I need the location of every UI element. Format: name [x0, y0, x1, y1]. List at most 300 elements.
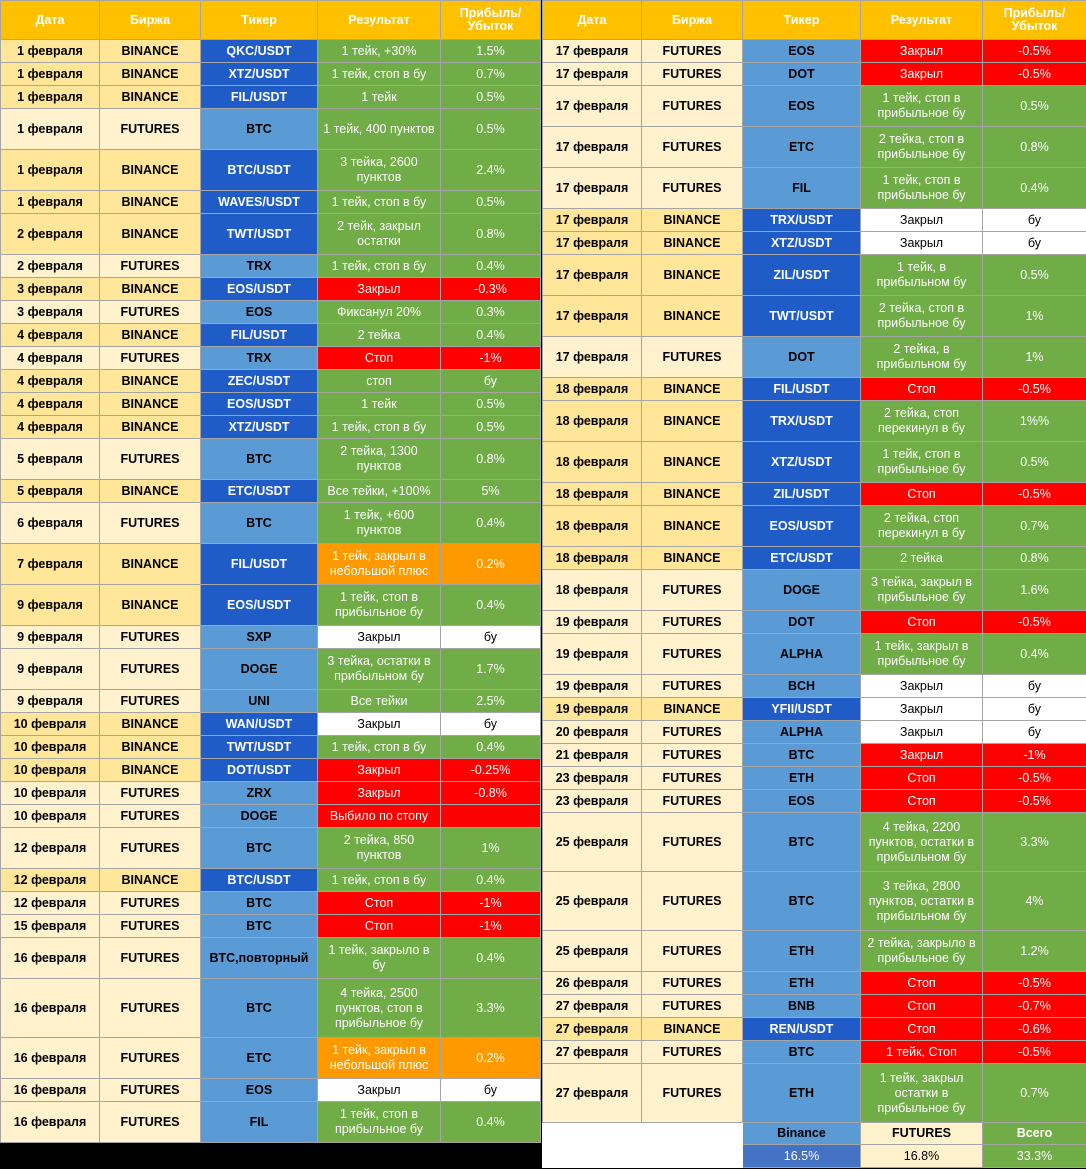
- profit-cell: 0.4%: [441, 503, 541, 544]
- profit-cell: бу: [983, 721, 1086, 744]
- result-cell: Стоп: [861, 972, 983, 995]
- table-row: [543, 721, 1086, 744]
- profit-cell: -0.5%: [983, 972, 1086, 995]
- date-cell: 2 февраля: [1, 255, 100, 278]
- table-row: [543, 790, 1086, 813]
- exchange-cell: FUTURES: [100, 649, 201, 690]
- exchange-cell: BINANCE: [642, 378, 743, 401]
- table-row: [543, 442, 1086, 483]
- date-cell: 4 февраля: [1, 370, 100, 393]
- ticker-cell: ETH: [743, 972, 861, 995]
- summary-futures-label: FUTURES: [861, 1123, 983, 1145]
- ticker-cell: FIL/USDT: [743, 378, 861, 401]
- ticker-cell: XTZ/USDT: [201, 63, 318, 86]
- result-cell: 1 тейк, стоп в бу: [318, 191, 441, 214]
- table-row: [1, 370, 541, 393]
- date-cell: 27 февраля: [543, 1041, 642, 1064]
- date-cell: 23 февраля: [543, 790, 642, 813]
- date-cell: 6 февраля: [1, 503, 100, 544]
- ticker-cell: EOS: [201, 301, 318, 324]
- table-row: [543, 972, 1086, 995]
- exchange-cell: FUTURES: [100, 690, 201, 713]
- result-cell: Фиксанул 20%: [318, 301, 441, 324]
- result-cell: 1 тейк, Стоп: [861, 1041, 983, 1064]
- date-cell: 18 февраля: [543, 483, 642, 506]
- table-row: [543, 401, 1086, 442]
- profit-cell: 0.4%: [441, 1102, 541, 1143]
- result-cell: Стоп: [318, 915, 441, 938]
- date-cell: 18 февраля: [543, 506, 642, 547]
- result-cell: 1 тейк, +600 пунктов: [318, 503, 441, 544]
- exchange-cell: BINANCE: [642, 1018, 743, 1041]
- exchange-cell: FUTURES: [100, 938, 201, 979]
- ticker-cell: XTZ/USDT: [743, 232, 861, 255]
- exchange-cell: FUTURES: [100, 805, 201, 828]
- table-row: [543, 296, 1086, 337]
- profit-cell: 0.5%: [441, 191, 541, 214]
- ticker-cell: BTC: [201, 979, 318, 1038]
- exchange-cell: FUTURES: [100, 439, 201, 480]
- ticker-cell: ETH: [743, 767, 861, 790]
- ticker-cell: TWT/USDT: [201, 214, 318, 255]
- date-cell: 25 февраля: [543, 872, 642, 931]
- summary-total-label: Всего: [983, 1123, 1086, 1145]
- exchange-cell: FUTURES: [642, 931, 743, 972]
- ticker-cell: TRX: [201, 255, 318, 278]
- date-cell: 27 февраля: [543, 995, 642, 1018]
- profit-cell: -1%: [441, 915, 541, 938]
- table-row: [1, 40, 541, 63]
- exchange-cell: FUTURES: [642, 168, 743, 209]
- ticker-cell: DOGE: [201, 649, 318, 690]
- exchange-cell: FUTURES: [100, 1102, 201, 1143]
- profit-cell: 0.5%: [441, 416, 541, 439]
- ticker-cell: EOS: [201, 1079, 318, 1102]
- result-cell: Стоп: [861, 767, 983, 790]
- result-cell: 2 тейка, в прибыльном бу: [861, 337, 983, 378]
- ticker-cell: FIL/USDT: [201, 86, 318, 109]
- ticker-cell: EOS/USDT: [201, 278, 318, 301]
- result-cell: Стоп: [861, 483, 983, 506]
- result-cell: Закрыл: [861, 232, 983, 255]
- header-result: Результат: [318, 1, 441, 40]
- ticker-cell: REN/USDT: [743, 1018, 861, 1041]
- date-cell: 17 февраля: [543, 168, 642, 209]
- exchange-cell: BINANCE: [642, 209, 743, 232]
- result-cell: 3 тейка, закрыл в прибыльное бу: [861, 570, 983, 611]
- profit-cell: 0.7%: [441, 63, 541, 86]
- profit-cell: 0.4%: [983, 168, 1086, 209]
- result-cell: 2 тейка, стоп перекинул в бу: [861, 506, 983, 547]
- date-cell: 17 февраля: [543, 209, 642, 232]
- ticker-cell: BCH: [743, 675, 861, 698]
- result-cell: Закрыл: [318, 626, 441, 649]
- exchange-cell: BINANCE: [642, 547, 743, 570]
- result-cell: 1 тейк, стоп в бу: [318, 869, 441, 892]
- exchange-cell: FUTURES: [642, 63, 743, 86]
- result-cell: 3 тейка, остатки в прибыльном бу: [318, 649, 441, 690]
- date-cell: 16 февраля: [1, 1079, 100, 1102]
- profit-cell: -1%: [441, 892, 541, 915]
- table-row: [543, 570, 1086, 611]
- date-cell: 17 февраля: [543, 296, 642, 337]
- table-row: [1, 626, 541, 649]
- table-row: [1, 892, 541, 915]
- ticker-cell: BTC: [743, 744, 861, 767]
- ticker-cell: TRX: [201, 347, 318, 370]
- ticker-cell: EOS/USDT: [201, 393, 318, 416]
- exchange-cell: BINANCE: [642, 442, 743, 483]
- summary-binance-value: 16.5%: [743, 1145, 861, 1168]
- exchange-cell: FUTURES: [642, 40, 743, 63]
- result-cell: 1 тейк, в прибыльном бу: [861, 255, 983, 296]
- table-row: [1, 255, 541, 278]
- ticker-cell: TRX/USDT: [743, 209, 861, 232]
- ticker-cell: SXP: [201, 626, 318, 649]
- exchange-cell: BINANCE: [100, 759, 201, 782]
- result-cell: 1 тейк, стоп в бу: [318, 63, 441, 86]
- table-row: [543, 872, 1086, 931]
- profit-cell: 1%%: [983, 401, 1086, 442]
- profit-cell: 0.5%: [983, 86, 1086, 127]
- date-cell: 17 февраля: [543, 40, 642, 63]
- result-cell: 1 тейк, стоп в бу: [318, 416, 441, 439]
- profit-cell: 0.4%: [441, 585, 541, 626]
- date-cell: 21 февраля: [543, 744, 642, 767]
- profit-cell: -0.8%: [441, 782, 541, 805]
- table-row: [543, 1018, 1086, 1041]
- table-row: [543, 506, 1086, 547]
- exchange-cell: FUTURES: [642, 86, 743, 127]
- result-cell: Закрыл: [861, 209, 983, 232]
- ticker-cell: BTC: [743, 813, 861, 872]
- date-cell: 2 февраля: [1, 214, 100, 255]
- header-ticker: Тикер: [743, 1, 861, 40]
- date-cell: 4 февраля: [1, 324, 100, 347]
- exchange-cell: BINANCE: [100, 544, 201, 585]
- table-row: [1, 150, 541, 191]
- date-cell: 3 февраля: [1, 278, 100, 301]
- summary-futures-value: 16.8%: [861, 1145, 983, 1168]
- table-row: [543, 931, 1086, 972]
- ticker-cell: EOS/USDT: [743, 506, 861, 547]
- exchange-cell: FUTURES: [642, 611, 743, 634]
- date-cell: 17 февраля: [543, 232, 642, 255]
- date-cell: 4 февраля: [1, 393, 100, 416]
- profit-cell: 0.5%: [983, 255, 1086, 296]
- profit-cell: -0.5%: [983, 63, 1086, 86]
- profit-cell: 0.2%: [441, 1038, 541, 1079]
- result-cell: Закрыл: [861, 63, 983, 86]
- profit-cell: 0.2%: [441, 544, 541, 585]
- table-row: [1, 480, 541, 503]
- table-row: [543, 232, 1086, 255]
- table-row: [543, 127, 1086, 168]
- exchange-cell: FUTURES: [642, 744, 743, 767]
- ticker-cell: DOT: [743, 611, 861, 634]
- summary-spacer: [543, 1145, 743, 1168]
- date-cell: 23 февраля: [543, 767, 642, 790]
- result-cell: Стоп: [318, 892, 441, 915]
- table-row: [543, 168, 1086, 209]
- date-cell: 1 февраля: [1, 191, 100, 214]
- profit-cell: бу: [983, 698, 1086, 721]
- exchange-cell: BINANCE: [642, 401, 743, 442]
- table-row: [1, 1079, 541, 1102]
- result-cell: 1 тейк, стоп в прибыльное бу: [318, 585, 441, 626]
- ticker-cell: TWT/USDT: [743, 296, 861, 337]
- result-cell: 1 тейк, закрыл в небольшой плюс: [318, 1038, 441, 1079]
- profit-cell: 1.2%: [983, 931, 1086, 972]
- table-row: [1, 86, 541, 109]
- date-cell: 17 февраля: [543, 63, 642, 86]
- date-cell: 18 февраля: [543, 570, 642, 611]
- profit-cell: -0.7%: [983, 995, 1086, 1018]
- exchange-cell: BINANCE: [100, 869, 201, 892]
- ticker-cell: ZIL/USDT: [743, 255, 861, 296]
- profit-cell: -0.5%: [983, 40, 1086, 63]
- ticker-cell: ALPHA: [743, 721, 861, 744]
- result-cell: 3 тейка, 2600 пунктов: [318, 150, 441, 191]
- ticker-cell: ETC/USDT: [743, 547, 861, 570]
- ticker-cell: DOGE: [743, 570, 861, 611]
- result-cell: 4 тейка, 2500 пунктов, стоп в прибыльное бу: [318, 979, 441, 1038]
- summary-total-value: 33.3%: [983, 1145, 1086, 1168]
- table-row: [1, 585, 541, 626]
- summary-spacer: [543, 1123, 743, 1145]
- result-cell: 2 тейк, закрыл остатки: [318, 214, 441, 255]
- left-trades-table: [0, 0, 541, 1143]
- profit-cell: 2.5%: [441, 690, 541, 713]
- result-cell: 2 тейка, 1300 пунктов: [318, 439, 441, 480]
- date-cell: 26 февраля: [543, 972, 642, 995]
- table-row: [1, 214, 541, 255]
- ticker-cell: FIL/USDT: [201, 324, 318, 347]
- date-cell: 25 февраля: [543, 813, 642, 872]
- result-cell: 1 тейк: [318, 86, 441, 109]
- table-row: [1, 416, 541, 439]
- result-cell: 2 тейка: [318, 324, 441, 347]
- summary-value-row: [543, 1145, 1086, 1168]
- header-exchange: Биржа: [642, 1, 743, 40]
- exchange-cell: BINANCE: [100, 40, 201, 63]
- table-row: [1, 759, 541, 782]
- profit-cell: -0.5%: [983, 1041, 1086, 1064]
- ticker-cell: EOS/USDT: [201, 585, 318, 626]
- result-cell: 1 тейк, закрыл в небольшой плюс: [318, 544, 441, 585]
- table-row: [1, 979, 541, 1038]
- summary-header-row: [543, 1123, 1086, 1145]
- date-cell: 27 февраля: [543, 1064, 642, 1123]
- profit-cell: 0.5%: [441, 393, 541, 416]
- summary-binance-label: Binance: [743, 1123, 861, 1145]
- date-cell: 16 февраля: [1, 1038, 100, 1079]
- ticker-cell: ETC/USDT: [201, 480, 318, 503]
- result-cell: Закрыл: [318, 759, 441, 782]
- table-row: [1, 393, 541, 416]
- profit-cell: 0.4%: [441, 255, 541, 278]
- date-cell: 15 февраля: [1, 915, 100, 938]
- header-ticker: Тикер: [201, 1, 318, 40]
- table-row: [543, 255, 1086, 296]
- date-cell: 18 февраля: [543, 547, 642, 570]
- date-cell: 17 февраля: [543, 255, 642, 296]
- profit-cell: бу: [441, 626, 541, 649]
- result-cell: 1 тейк, закрыл остатки в прибыльное бу: [861, 1064, 983, 1123]
- profit-cell: -0.5%: [983, 767, 1086, 790]
- ticker-cell: XTZ/USDT: [743, 442, 861, 483]
- result-cell: 1 тейк, стоп в бу: [318, 736, 441, 759]
- profit-cell: -0.5%: [983, 483, 1086, 506]
- ticker-cell: ZEC/USDT: [201, 370, 318, 393]
- date-cell: 10 февраля: [1, 713, 100, 736]
- exchange-cell: BINANCE: [100, 713, 201, 736]
- date-cell: 12 февраля: [1, 869, 100, 892]
- profit-cell: -0.6%: [983, 1018, 1086, 1041]
- profit-cell: 3.3%: [441, 979, 541, 1038]
- result-cell: Стоп: [318, 347, 441, 370]
- ticker-cell: EOS: [743, 790, 861, 813]
- date-cell: 5 февраля: [1, 439, 100, 480]
- result-cell: 2 тейка, закрыло в прибыльное бу: [861, 931, 983, 972]
- exchange-cell: BINANCE: [100, 736, 201, 759]
- exchange-cell: BINANCE: [100, 86, 201, 109]
- exchange-cell: FUTURES: [642, 127, 743, 168]
- result-cell: Закрыл: [861, 744, 983, 767]
- ticker-cell: YFII/USDT: [743, 698, 861, 721]
- date-cell: 19 февраля: [543, 698, 642, 721]
- table-row: [543, 86, 1086, 127]
- table-row: [1, 439, 541, 480]
- ticker-cell: DOT: [743, 63, 861, 86]
- date-cell: 10 февраля: [1, 782, 100, 805]
- exchange-cell: FUTURES: [100, 503, 201, 544]
- profit-cell: бу: [441, 1079, 541, 1102]
- exchange-cell: BINANCE: [100, 214, 201, 255]
- result-cell: 1 тейк, стоп в прибыльное бу: [861, 168, 983, 209]
- date-cell: 16 февраля: [1, 1102, 100, 1143]
- table-row: [1, 1102, 541, 1143]
- profit-cell: бу: [983, 232, 1086, 255]
- table-row: [543, 209, 1086, 232]
- date-cell: 9 февраля: [1, 585, 100, 626]
- result-cell: Выбило по стопу: [318, 805, 441, 828]
- exchange-cell: BINANCE: [642, 232, 743, 255]
- profit-cell: -0.3%: [441, 278, 541, 301]
- ticker-cell: TWT/USDT: [201, 736, 318, 759]
- profit-cell: 3.3%: [983, 813, 1086, 872]
- result-cell: Стоп: [861, 995, 983, 1018]
- exchange-cell: FUTURES: [642, 813, 743, 872]
- ticker-cell: ALPHA: [743, 634, 861, 675]
- table-row: [1, 915, 541, 938]
- table-row: [1, 63, 541, 86]
- ticker-cell: ETC: [743, 127, 861, 168]
- date-cell: 27 февраля: [543, 1018, 642, 1041]
- table-row: [1, 347, 541, 370]
- table-row: [543, 63, 1086, 86]
- profit-cell: 0.4%: [441, 869, 541, 892]
- profit-cell: 0.4%: [441, 736, 541, 759]
- profit-cell: 0.8%: [983, 547, 1086, 570]
- table-row: [1, 690, 541, 713]
- profit-cell: 0.8%: [983, 127, 1086, 168]
- exchange-cell: FUTURES: [100, 828, 201, 869]
- date-cell: 10 февраля: [1, 736, 100, 759]
- ticker-cell: BTC,повторный: [201, 938, 318, 979]
- profit-cell: 0.7%: [983, 1064, 1086, 1123]
- header-result: Результат: [861, 1, 983, 40]
- date-cell: 1 февраля: [1, 40, 100, 63]
- exchange-cell: BINANCE: [100, 393, 201, 416]
- result-cell: 2 тейка, стоп перекинул в бу: [861, 401, 983, 442]
- exchange-cell: BINANCE: [100, 585, 201, 626]
- date-cell: 9 февраля: [1, 649, 100, 690]
- exchange-cell: FUTURES: [642, 972, 743, 995]
- exchange-cell: BINANCE: [100, 278, 201, 301]
- result-cell: 2 тейка, стоп в прибыльное бу: [861, 127, 983, 168]
- result-cell: Закрыл: [318, 782, 441, 805]
- table-row: [1, 324, 541, 347]
- profit-cell: 0.8%: [441, 214, 541, 255]
- table-row: [1, 736, 541, 759]
- profit-cell: бу: [983, 675, 1086, 698]
- result-cell: 2 тейка, стоп в прибыльное бу: [861, 296, 983, 337]
- table-row: [543, 698, 1086, 721]
- right-table-body: [543, 40, 1086, 1123]
- date-cell: 1 февраля: [1, 86, 100, 109]
- table-row: [1, 1038, 541, 1079]
- date-cell: 7 февраля: [1, 544, 100, 585]
- exchange-cell: FUTURES: [642, 995, 743, 1018]
- exchange-cell: BINANCE: [642, 296, 743, 337]
- result-cell: Все тейки, +100%: [318, 480, 441, 503]
- profit-cell: 1%: [983, 296, 1086, 337]
- date-cell: 19 февраля: [543, 634, 642, 675]
- exchange-cell: FUTURES: [100, 1079, 201, 1102]
- result-cell: Закрыл: [318, 278, 441, 301]
- profit-cell: -0.5%: [983, 378, 1086, 401]
- table-row: [543, 675, 1086, 698]
- result-cell: Стоп: [861, 611, 983, 634]
- date-cell: 5 февраля: [1, 480, 100, 503]
- exchange-cell: BINANCE: [100, 370, 201, 393]
- date-cell: 17 февраля: [543, 86, 642, 127]
- ticker-cell: DOT: [743, 337, 861, 378]
- table-row: [543, 611, 1086, 634]
- profit-cell: 5%: [441, 480, 541, 503]
- profit-cell: 0.3%: [441, 301, 541, 324]
- result-cell: 1 тейк, +30%: [318, 40, 441, 63]
- table-row: [1, 649, 541, 690]
- profit-cell: 0.4%: [983, 634, 1086, 675]
- result-cell: Закрыл: [861, 40, 983, 63]
- right-trades-table: [542, 0, 1086, 1168]
- result-cell: стоп: [318, 370, 441, 393]
- exchange-cell: FUTURES: [642, 721, 743, 744]
- exchange-cell: BINANCE: [100, 324, 201, 347]
- date-cell: 10 февраля: [1, 759, 100, 782]
- result-cell: 2 тейка, 850 пунктов: [318, 828, 441, 869]
- result-cell: 1 тейк, 400 пунктов: [318, 109, 441, 150]
- date-cell: 12 февраля: [1, 828, 100, 869]
- profit-cell: 0.7%: [983, 506, 1086, 547]
- result-cell: 1 тейк, закрыл в прибыльное бу: [861, 634, 983, 675]
- header-row: [543, 1, 1086, 40]
- ticker-cell: ETH: [743, 1064, 861, 1123]
- ticker-cell: BNB: [743, 995, 861, 1018]
- profit-cell: 0.5%: [983, 442, 1086, 483]
